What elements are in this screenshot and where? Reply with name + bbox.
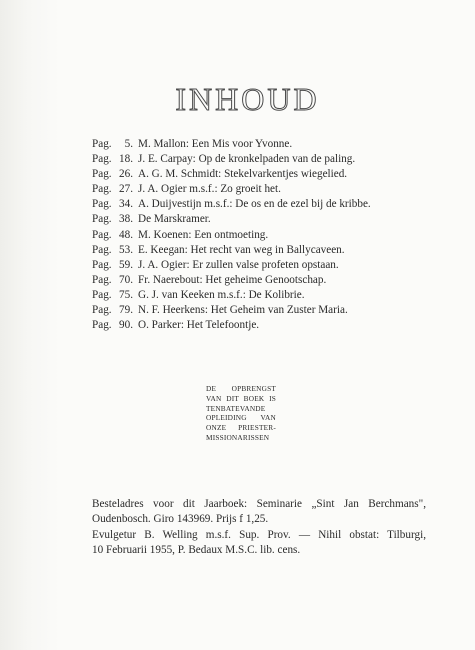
toc-page-number: 18.: [119, 153, 133, 166]
toc-entry-title: J. E. Carpay: Op de kronkelpaden van de paling.: [138, 153, 356, 166]
toc-entry-title: A. Duijvestijn m.s.f.: De os en de ezel bij de kribbe.: [138, 198, 371, 211]
toc-entry: [92, 167, 432, 182]
toc-entry-title: J. A. Ogier: Er zullen valse profeten opstaan.: [138, 258, 339, 271]
order-address-line: Besteladres voor dit Jaarboek: Seminarie „Sint Jan Berchmans",: [92, 498, 426, 510]
toc-page-number: 90.: [119, 319, 133, 332]
table-of-contents: [92, 137, 432, 333]
toc-entry-title: M. Mallon: Een Mis voor Yvonne.: [138, 138, 293, 150]
toc-page-number: 79.: [119, 304, 133, 317]
colophon: [92, 497, 426, 558]
toc-page-label: Pag.: [92, 228, 112, 241]
toc-page-label: Pag.: [92, 198, 112, 211]
toc-entry: [92, 243, 432, 258]
toc-entry: [92, 288, 432, 303]
notice-line: MISSIONARISSEN: [206, 432, 270, 442]
toc-page-number: 38.: [119, 213, 133, 226]
toc-entry: [92, 258, 432, 273]
toc-entry-title: O. Parker: Het Telefoontje.: [138, 319, 260, 332]
toc-page-label: Pag.: [92, 153, 112, 166]
page-title: INHOUD: [175, 81, 320, 118]
notice-line: TENBATEVANDE: [206, 403, 266, 413]
toc-entry: [92, 303, 432, 318]
toc-entry-title: G. J. van Keeken m.s.f.: De Kolibrie.: [138, 288, 305, 301]
toc-page-number: 75.: [119, 288, 133, 301]
toc-entry-title: J. A. Ogier m.s.f.: Zo groeit het.: [138, 183, 281, 196]
imprimatur-line-2: 10 Februarii 1955, P. Bedaux M.S.C. lib. cens.: [92, 543, 301, 556]
toc-page-label: Pag.: [92, 213, 112, 226]
toc-entry: [92, 273, 432, 288]
toc-page-label: Pag.: [92, 168, 112, 181]
toc-entry: [92, 137, 432, 152]
toc-entry: [92, 197, 432, 212]
notice-line: DE OPBRENGST: [206, 384, 276, 393]
toc-entry-title: N. F. Heerkens: Het Geheim van Zuster Maria.: [138, 304, 348, 317]
toc-entry-title: Fr. Naerebout: Het geheime Genootschap.: [138, 273, 327, 286]
notice-line: VAN DIT BOEK IS: [206, 393, 276, 403]
proceeds-notice: [206, 384, 276, 443]
toc-page-number: 70.: [119, 273, 133, 286]
toc-entry: [92, 152, 432, 167]
toc-page-number: 34.: [119, 198, 133, 211]
toc-page-label: Pag.: [92, 288, 112, 301]
notice-line: ONZE PRIESTER-: [206, 423, 276, 433]
toc-page-number: 48.: [119, 228, 133, 241]
toc-page-number: 53.: [119, 243, 133, 256]
toc-page-label: Pag.: [92, 258, 112, 271]
toc-entry: [92, 318, 432, 333]
order-address-line-2: Oudenbosch. Giro 143969. Prijs f 1,25.: [92, 513, 269, 526]
toc-entry: [92, 228, 432, 243]
toc-entry-title: E. Keegan: Het recht van weg in Ballycaveen.: [138, 243, 345, 256]
toc-entry-title: De Marskramer.: [138, 213, 211, 226]
toc-entry: [92, 182, 432, 197]
notice-line: OPLEIDING VAN: [206, 413, 276, 423]
toc-page-number: 26.: [119, 168, 133, 181]
toc-page-label: Pag.: [92, 273, 112, 286]
toc-page-label: Pag.: [92, 319, 112, 332]
toc-entry: [92, 212, 432, 227]
toc-page-label: Pag.: [92, 304, 112, 317]
toc-page-number: 5.: [124, 138, 133, 150]
toc-page-number: 59.: [119, 258, 133, 271]
toc-entry-title: A. G. M. Schmidt: Stekelvarkentjes wiegelied.: [138, 168, 348, 181]
toc-page-label: Pag.: [92, 243, 112, 256]
toc-page-number: 27.: [119, 183, 133, 196]
toc-page-label: Pag.: [92, 183, 112, 196]
toc-page-label: Pag.: [92, 138, 112, 150]
toc-entry-title: M. Koenen: Een ontmoeting.: [138, 228, 269, 241]
imprimatur-line: Evulgetur B. Welling m.s.f. Sup. Prov. — Nihil obstat: Tilburgi,: [92, 528, 426, 541]
